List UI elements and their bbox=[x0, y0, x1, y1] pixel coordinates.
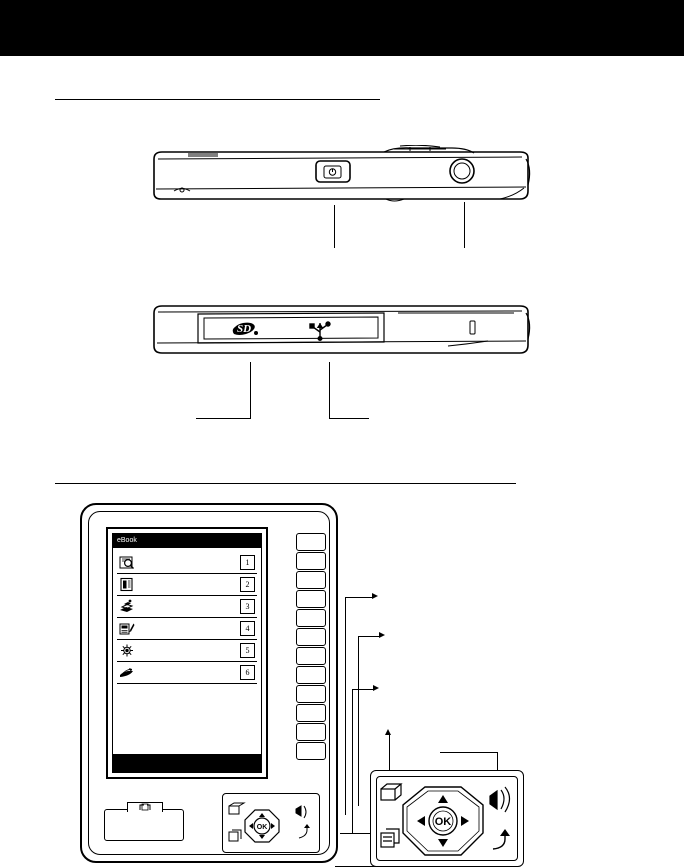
pointer-arrow-3 bbox=[373, 685, 379, 691]
callout-line-sd-h bbox=[196, 418, 251, 419]
note-pencil-icon bbox=[119, 621, 135, 636]
menu-item-5[interactable] bbox=[117, 640, 257, 662]
side-ribs bbox=[296, 533, 324, 769]
callout-line-sd bbox=[250, 362, 251, 418]
pointer-line-3-v bbox=[352, 689, 353, 834]
keypad-enlarged-view[interactable] bbox=[370, 770, 524, 867]
pointer-line-2 bbox=[358, 636, 380, 637]
pointer-line-1-v bbox=[345, 597, 346, 815]
menu-item-number: 1 bbox=[240, 555, 255, 570]
pointer-line-2-v bbox=[358, 636, 359, 806]
open-book-icon bbox=[119, 577, 135, 592]
section-rule-top bbox=[55, 99, 380, 100]
device-top-edge-view bbox=[148, 145, 534, 207]
menu-item-1[interactable] bbox=[117, 552, 257, 574]
pointer-arrow-4 bbox=[385, 729, 391, 735]
magnifier-book-icon bbox=[119, 555, 135, 570]
ebook-device-front-view bbox=[80, 503, 338, 863]
pointer-line-1 bbox=[345, 597, 373, 598]
callout-line-jack bbox=[464, 202, 465, 248]
card-slot[interactable] bbox=[104, 809, 184, 841]
device-bottom-edge-view bbox=[148, 300, 534, 362]
menu-item-number: 2 bbox=[240, 577, 255, 592]
menu-item-number: 6 bbox=[240, 665, 255, 680]
menu-item-number: 3 bbox=[240, 599, 255, 614]
screen-status-bar bbox=[113, 754, 261, 772]
svg-text:SD: SD bbox=[237, 323, 252, 335]
device-screen bbox=[112, 533, 262, 773]
menu-item-6[interactable] bbox=[117, 662, 257, 684]
menu-item-2[interactable] bbox=[117, 574, 257, 596]
bookmark-ribbon-icon bbox=[119, 665, 135, 680]
callout-line-usb-h bbox=[329, 418, 369, 419]
svg-text:OK: OK bbox=[434, 816, 452, 828]
callout-line-power bbox=[334, 205, 335, 248]
books-stack-icon bbox=[119, 599, 135, 614]
pointer-arrow-2 bbox=[379, 632, 385, 638]
svg-text:OK: OK bbox=[256, 824, 268, 831]
pointer-arrow-1 bbox=[372, 593, 378, 599]
top-black-band bbox=[0, 0, 684, 56]
card-slot-tab bbox=[127, 802, 163, 812]
screen-bezel bbox=[106, 527, 268, 779]
menu-item-3[interactable] bbox=[117, 596, 257, 618]
keypad-cluster-small[interactable] bbox=[222, 793, 320, 853]
settings-gear-icon bbox=[119, 643, 135, 658]
menu-item-number: 4 bbox=[240, 621, 255, 636]
callout-line-usb bbox=[329, 362, 330, 418]
pointer-line-5-h bbox=[440, 752, 498, 753]
menu-item-4[interactable] bbox=[117, 618, 257, 640]
pointer-line-3 bbox=[352, 689, 374, 690]
section-rule-bottom bbox=[55, 483, 516, 484]
screen-title: eBook bbox=[113, 534, 261, 548]
menu-item-number: 5 bbox=[240, 643, 255, 658]
menu-list bbox=[113, 550, 261, 684]
